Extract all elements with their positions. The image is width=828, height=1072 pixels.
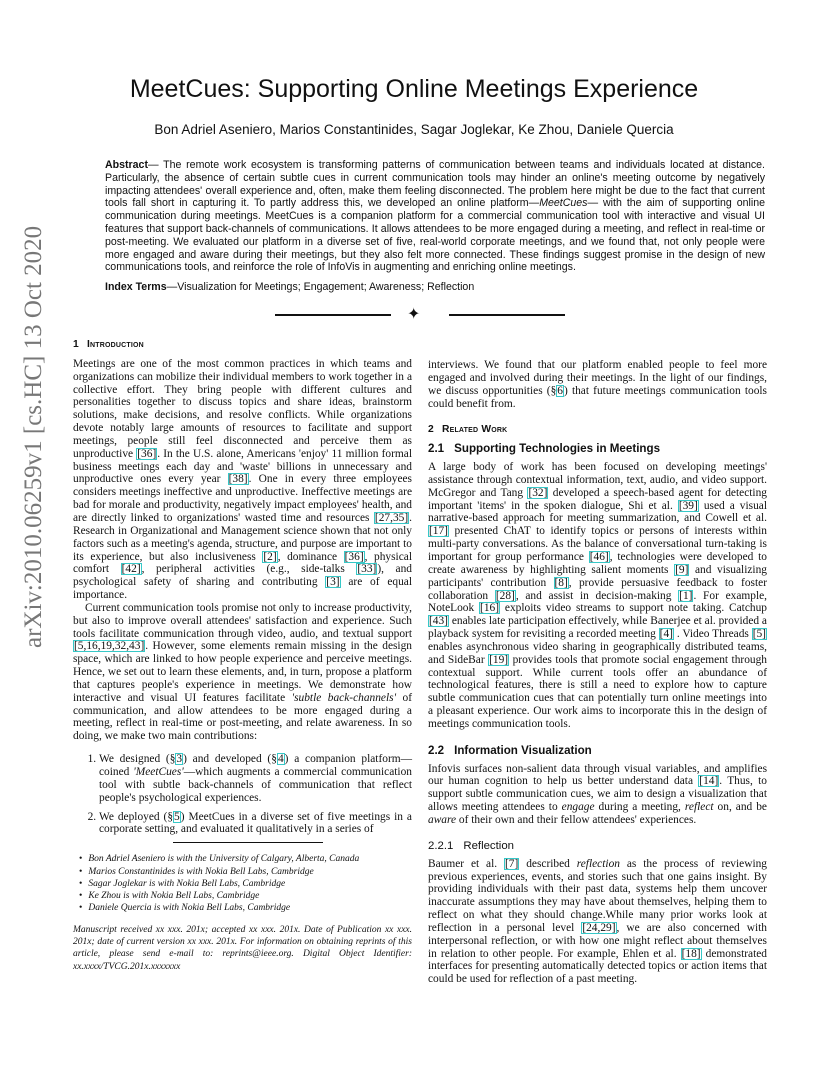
paragraph: Baumer et al. [7] described reflection as the process of reviewing previous experiences, events, and stories such that one gains insight. By providing individuals with their past data, systems help them uncover inaccurate assumptions they may have about themselves, helping them to reflect on what they should change.While many prior works look at reflection in a personal level [24,29], we are also concerned with interpersonal reflection, or with how one might reflect about themselves in relation to other people. For example, Ehlen et al. [18] demonstrated interfaces for presenting automatically detected topics or action items that could be used for reflection of a past meeting. (428, 857, 768, 986)
four-point-star-icon: ✦ (407, 306, 421, 323)
abstract-emphasis: MeetCues (539, 197, 588, 210)
footnote-item: • Daniele Quercia is with Nokia Bell Labs, Cambridge (79, 902, 412, 914)
divider-line (449, 314, 565, 316)
arxiv-identifier: arXiv:2010.06259v1 [cs.HC] 13 Oct 2020 (20, 225, 47, 648)
section-heading-introduction: 1 Introduction (73, 339, 144, 350)
citation-link[interactable]: [3] (326, 576, 340, 589)
citation-link[interactable]: [42] (121, 563, 141, 576)
footnote-rule (173, 842, 323, 843)
affiliation-footnotes (73, 853, 412, 914)
subsection-heading: 2.1 Supporting Technologies in Meetings (428, 442, 661, 456)
right-column (428, 359, 767, 986)
paragraph: Infovis surfaces non-salient data through visual variables, and amplifies our human cognition to help us better understand data [14]. Thus, to support subtle communication cues, we aim to design a visualization that allows meeting attendees to engage during a meeting, reflect on, and be aware of their own and their fellow attendees' experiences. (428, 762, 767, 826)
citation-link[interactable]: [36] (344, 550, 364, 563)
list-item: 2. We deployed (§5) MeetCues in a diverse set of five meetings in a corporate setting, and evaluated it qualitatively in a series of (99, 811, 412, 837)
section-ref-link[interactable]: 6 (557, 384, 563, 397)
paragraph: Meetings are one of the most common practices in which teams and organizations can mobilize their individual members to work together in a collective effort. They bring people with different cultures and personalities together to discuss topics and share ideas, brainstorm solutions, make decisions, and resolve conflicts. While organizations devote notably large amounts of resources to facilitate and support meetings, people still feel disconnected and perceive them as unproductive [36]. In the U.S. alone, Americans 'enjoy' 11 million formal business meetings each day and 'waste' billions in unnecessary and unproductive ones every year [38]. One in every three employees considers meetings ineffective and unproductive. Ineffective meetings are bad for morale and productivity, negatively impact employees' health, and are directly linked to organizations' wasted time and resources [27,35]. Research in Organizational and Management science shown that not only factors such as a meeting's agenda, structure, and purpose are important to its experience, but also inclusiveness [2], dominance [36], physical comfort [42], peripheral activities (e.g., side-talks [33]), and psychological safety of sharing and contributing [3] are of equal importance. (73, 357, 413, 602)
citation-link[interactable]: [43] (429, 615, 448, 628)
list-item: 1. We designed (§3) and developed (§4) a companion platform—coined 'MeetCues'—which augments a commercial communication tool with subtle back-channels of communication that reflect people's psychological experiences. (99, 753, 412, 804)
subsection-heading: 2.2 Information Visualization (428, 743, 592, 757)
subsubsection-heading: 2.2.1 Reflection (428, 839, 514, 852)
citation-link[interactable]: [17] (429, 525, 448, 538)
citation-link[interactable]: [27,35] (374, 511, 409, 524)
citation-link[interactable]: [18] (681, 947, 701, 960)
citation-link[interactable]: [4] (659, 628, 673, 641)
contribution-list (73, 753, 412, 836)
abstract (105, 159, 765, 274)
divider-line (275, 314, 391, 316)
citation-link[interactable]: [39] (678, 499, 698, 512)
abstract-text: — The remote work ecosystem is transforming patterns of communication between teams and individuals located at distance. Particularly, the absence of certain subtle cues in current communication tools may hinder an online's meeting outcome by negatively impacting attendees' overall experience and, often, make them feeling disconnected. The problem here might be due to the fact that current tools fall short in capturing it. To partly address this, we developed an online platform— (105, 159, 765, 210)
index-terms (105, 281, 765, 293)
citation-link[interactable]: [38] (228, 473, 248, 486)
citation-link[interactable]: [5,16,19,32,43] (74, 640, 145, 653)
footnote-item: • Marios Constantinides is with Nokia Bell Labs, Cambridge (79, 866, 412, 878)
citation-link[interactable]: [8] (554, 576, 568, 589)
paragraph: Current communication tools promise not only to increase productivity, but also to improve overall attendees' satisfaction and experience. Such tools facilitate communication through video, audio, and textual support [5,16,19,32,43]. However, some elements remain missing in the design space, which are linked to how people experience and perceive meetings. Hence, we set out to learn these elements, and, in turn, propose a platform that captures people's experience in meetings. We demonstrate how interactive and visual UI features facilitate 'subtle back-channels' of communication, and allow attendees to be more engaged during a meeting, reflect in real-time or post-meeting, and relate awareness. In so doing, we make two main contributions: (73, 601, 413, 743)
citation-link[interactable]: [36] (137, 447, 157, 460)
index-terms-text: —Visualization for Meetings; Engagement; Awareness; Reflection (166, 281, 475, 293)
index-terms-label: Index Terms (105, 281, 167, 293)
left-column (73, 339, 412, 973)
citation-link[interactable]: [9] (675, 563, 689, 576)
author-list: Bon Adriel Aseniero, Marios Constantinides, Sagar Joglekar, Ke Zhou, Daniele Quercia (154, 122, 674, 137)
citation-link[interactable]: [2] (263, 550, 277, 563)
section-divider (275, 307, 565, 323)
citation-link[interactable]: [46] (589, 550, 609, 563)
citation-link[interactable]: [19] (489, 653, 509, 666)
section-ref-link[interactable]: 5 (174, 810, 180, 823)
citation-link[interactable]: [28] (495, 589, 515, 602)
footnote-item: • Ke Zhou is with Nokia Bell Labs, Cambridge (79, 890, 412, 902)
manuscript-note: Manuscript received xx xxx. 201x; accepted xx xxx. 201x. Date of Publication xx xxx. 201x; date of current version xx xxx. 201x. For information on obtaining reprints of this article, please send e-mail to: reprints@ieee.org. Digital Object Identifier: xx.xxxx/TVCG.201x.xxxxxxx (73, 924, 412, 972)
paragraph: interviews. We found that our platform enabled people to feel more engaged and involved during their meetings. In the light of our findings, we discuss opportunities (§6) that future meetings communication tools could benefit from. (428, 359, 767, 410)
section-heading-related-work: 2 Related Work (428, 424, 508, 436)
citation-link[interactable]: [32] (528, 486, 548, 499)
abstract-text: — with the aim of supporting online communication during meetings. MeetCues is a companion platform for a commercial communication tool with interactive and visual UI features that support back-channels of communications. It allows attendees to be more engaged during a meeting, and reflect in real-time or post-meeting. We evaluated our platform in a diverse set of five, real-world corporate meetings, and we found that, not only people were more engaged and aware during their meetings, but they also felt more connected. These findings suggest promise in the design of new communications tools, and reinforce the role of InfoVis in augmenting and enriching online meetings. (105, 197, 765, 274)
abstract-label: Abstract (105, 159, 148, 171)
paper-title: MeetCues: Supporting Online Meetings Experience (129, 75, 699, 103)
citation-link[interactable]: [1] (679, 589, 693, 602)
citation-link[interactable]: [16] (480, 602, 500, 615)
section-ref-link[interactable]: 3 (176, 753, 183, 766)
citation-link[interactable]: [33] (357, 563, 377, 576)
citation-link[interactable]: [5] (752, 628, 766, 641)
citation-link[interactable]: [24,29] (582, 921, 616, 934)
citation-link[interactable]: [14] (699, 775, 719, 788)
footnote-item: • Bon Adriel Aseniero is with the University of Calgary, Alberta, Canada (79, 853, 412, 865)
footnote-item: • Sagar Joglekar is with Nokia Bell Labs, Cambridge (79, 878, 412, 890)
section-ref-link[interactable]: 4 (277, 753, 284, 766)
paragraph: A large body of work has been focused on developing meetings' assistance through contextual information, text, audio, and video support. McGregor and Tang [32] developed a speech-based agent for detecting important 'items' in the spoken dialogue, Shi et al. [39] used a visual narrative-based approach for meeting summarization, and Cowell et al. [17] presented ChAT to identify topics or persons of interests within multi-party conversations. As the balance of conversational turn-taking is important for group performance [46], technologies were developed to create awareness by highlighting salient moments [9] and visualizing participants' contribution [8], provide persuasive feedback to foster collaboration [28], and assist in decision-making [1]. For example, NoteLook [16] exploits video streams to support note taking. Catchup [43] enables late participation effectively, while Banerjee et al. provided a playback system for revisiting a recorded meeting [4] . Video Threads [5] enables asynchronous video sharing in geographically distributed teams, and SideBar [19] provides tools that promote social engagement through contextual support. While current tools offer an abundance of technological features, there is still a need to explore how to capture subtle communication cues that can potentially turn online meetings into a pleasant experience. Our work aims to incorporate this in the design of meetings communication tools. (428, 461, 768, 730)
citation-link[interactable]: [7] (505, 857, 519, 870)
